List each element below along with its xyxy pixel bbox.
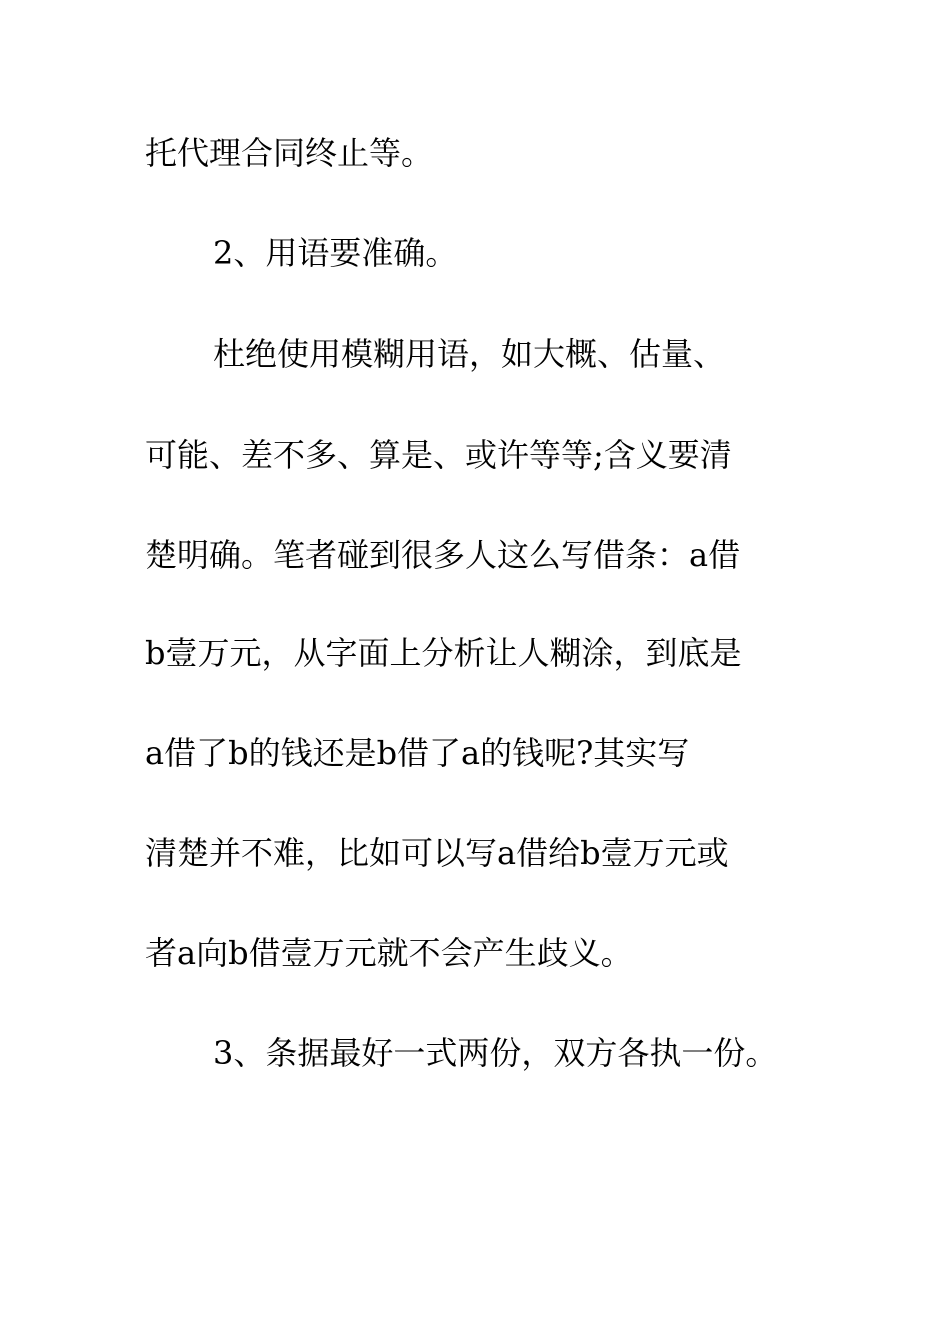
paragraph-line: 杜绝使用模糊用语，如大概、估量、 xyxy=(213,335,726,373)
paragraph-line: 托代理合同终止等。 xyxy=(145,134,434,172)
paragraph-line: 可能、差不多、算是、或许等等;含义要清 xyxy=(145,436,732,474)
paragraph-line: b壹万元，从字面上分析让人糊涂，到底是 xyxy=(145,634,742,672)
paragraph-line: 清楚并不难，比如可以写a借给b壹万元或 xyxy=(145,834,729,872)
section-heading: 2、用语要准确。 xyxy=(213,234,458,272)
paragraph-line: a借了b的钱还是b借了a的钱呢?其实写 xyxy=(145,734,690,772)
paragraph-line: 者a向b借壹万元就不会产生歧义。 xyxy=(145,934,633,972)
section-heading: 3、条据最好一式两份，双方各执一份。 xyxy=(213,1034,778,1072)
paragraph-line: 楚明确。笔者碰到很多人这么写借条：a借 xyxy=(145,536,741,574)
